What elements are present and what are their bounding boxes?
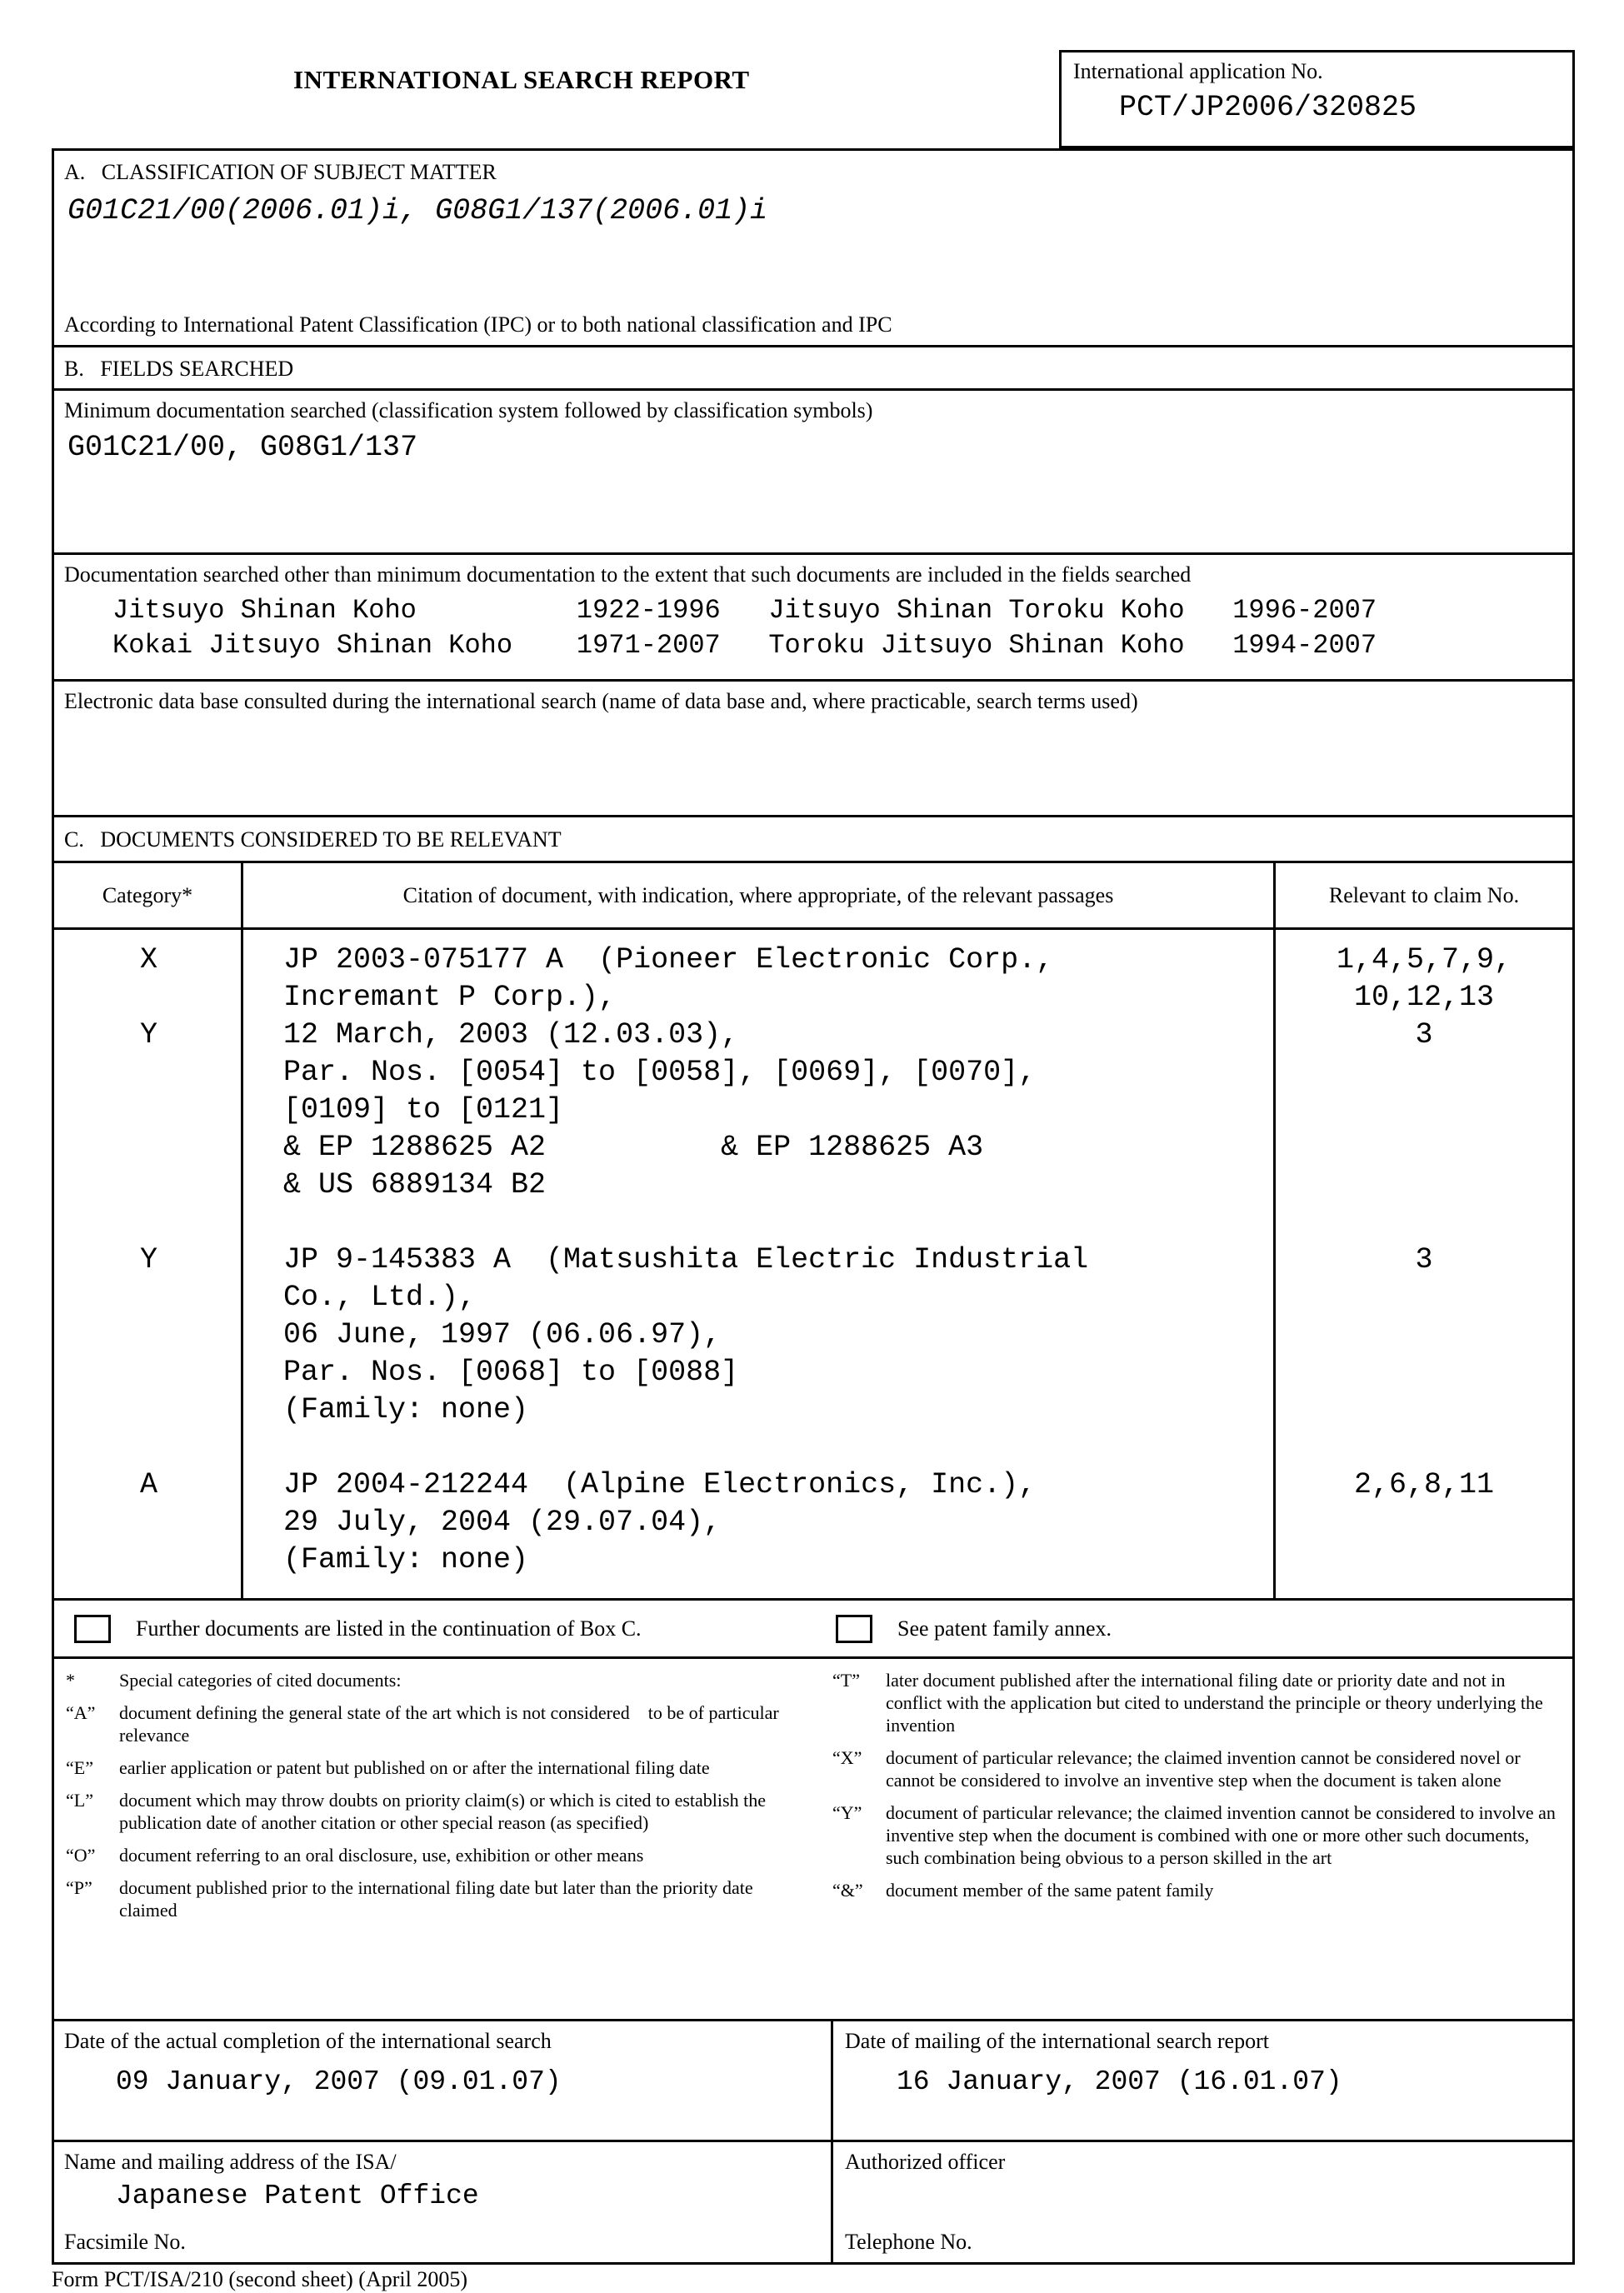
- minimum-documentation-label: Minimum documentation searched (classification system followed by classification symbols): [64, 398, 873, 422]
- section-a-classification: [54, 151, 1572, 345]
- list-item: [66, 1844, 796, 1866]
- table-row: [54, 942, 1572, 1204]
- further-documents-group: [74, 1601, 642, 1656]
- table-row: [54, 1466, 1572, 1579]
- legend-code: “&”: [832, 1880, 863, 1901]
- legend-code: “Y”: [832, 1802, 862, 1823]
- other-documentation-value: Jitsuyo Shinan Koho 1922-1996 Jitsuyo Shinan Toroku Koho 1996-2007 Kokai Jitsuyo Shinan Koho 1971-2007 Toroku Jitsuyo Shinan Koho 1994-2007: [112, 595, 1377, 661]
- document-2-relevant-claims: 3: [1415, 1243, 1433, 1276]
- document-1-citation: JP 2003-075177 A (Pioneer Electronic Corp., Incremant P Corp.), 12 March, 2003 (12.03.03), Par. Nos. [0054] to [0058], [0069], [0070], [0109] to [0121] & EP 1288625 A2 & EP 1288625 A3 & US 6889134 B2: [283, 943, 1054, 1201]
- classification-codes: G01C21/00(2006.01)i, G08G1/137(2006.01)i: [67, 194, 768, 227]
- legend-text: later document published after the international filing date or priority date and not in conflict with the application but cited to understand the principle or theory underlying the invention: [886, 1670, 1543, 1736]
- column-header-relevant: Relevant to claim No.: [1328, 882, 1520, 907]
- legend-text: document of particular relevance; the claimed invention cannot be considered novel or cannot be considered to involve an inventive step when the document is taken alone: [886, 1747, 1521, 1791]
- document-2-citation: JP 9-145383 A (Matsushita Electric Industrial Co., Ltd.), 06 June, 1997 (06.06.97), Par. Nos. [0068] to [0088] (Family: none): [283, 1243, 1089, 1426]
- list-item: [66, 1669, 796, 1691]
- list-item: [66, 1789, 796, 1834]
- category-column-divider: [241, 930, 243, 1598]
- document-3-relevant-claims: 2,6,8,11: [1353, 1468, 1495, 1501]
- isa-address-label: Name and mailing address of the ISA/: [64, 2150, 397, 2174]
- form-identifier: Form PCT/ISA/210 (second sheet) (April 2005): [52, 2267, 468, 2291]
- patent-family-annex-label: See patent family annex.: [897, 1616, 1112, 1641]
- legend-code: “O”: [66, 1845, 96, 1866]
- legend-text: document member of the same patent family: [886, 1880, 1214, 1901]
- authority-row: [54, 2140, 1572, 2262]
- mailing-date-value: 16 January, 2007 (16.01.07): [897, 2066, 1342, 2097]
- legend-code: “E”: [66, 1757, 93, 1778]
- completion-date-label: Date of the actual completion of the international search: [64, 2029, 552, 2053]
- list-item: [66, 1701, 796, 1746]
- legend-code: “A”: [66, 1702, 96, 1723]
- further-documents-label: Further documents are listed in the continuation of Box C.: [136, 1616, 642, 1641]
- column-header-citation: Citation of document, with indication, where appropriate, of the relevant passages: [243, 863, 1276, 927]
- further-documents-checkbox: [74, 1615, 111, 1643]
- relevant-column-divider: [1273, 930, 1276, 1598]
- legend-text: document of particular relevance; the claimed invention cannot be considered to involve an inventive step when the document is combined with one or more other such documents, such combination being obvious to a person skilled in the art: [886, 1802, 1556, 1868]
- other-documentation-label: Documentation searched other than minimum documentation to the extent that such documents are included in the fields searched: [64, 562, 1192, 587]
- list-item: [832, 1669, 1561, 1736]
- legend-text: document defining the general state of the art which is not considered to be of particular relevance: [119, 1702, 784, 1746]
- special-categories-legend: [54, 1656, 1572, 2019]
- list-item: [66, 1876, 796, 1921]
- legend-text: Special categories of cited documents:: [119, 1670, 402, 1691]
- list-item: [832, 1879, 1561, 1901]
- isa-address-cell: [54, 2142, 833, 2262]
- authorized-officer-label: Authorized officer: [845, 2150, 1006, 2174]
- electronic-database-row: [54, 679, 1572, 815]
- mailing-date-label: Date of mailing of the international search report: [845, 2029, 1269, 2053]
- patent-family-annex-group: [836, 1601, 1112, 1656]
- section-b-heading-row: [54, 345, 1572, 388]
- minimum-documentation-row: [54, 388, 1572, 552]
- list-item: [832, 1746, 1561, 1791]
- application-number-value: PCT/JP2006/320825: [1119, 91, 1417, 124]
- dates-row: [54, 2019, 1572, 2140]
- legend-code: *: [66, 1670, 75, 1691]
- list-item: [832, 1801, 1561, 1869]
- legend-text: document referring to an oral disclosure, use, exhibition or other means: [119, 1845, 644, 1866]
- ipc-note: According to International Patent Classification (IPC) or to both national classification and IPC: [64, 312, 892, 337]
- application-number-box: [1059, 50, 1575, 148]
- section-c-heading-row: [54, 815, 1572, 861]
- report-body: [52, 148, 1575, 2265]
- electronic-database-label: Electronic data base consulted during the international search (name of data base and, where practicable, search terms used): [64, 689, 1138, 713]
- legend-code: “T”: [832, 1670, 860, 1691]
- box-c-footer-row: [54, 1598, 1572, 1656]
- documents-table-header: [54, 861, 1572, 927]
- document-3-category: A: [139, 1468, 157, 1501]
- section-b-heading: B. FIELDS SEARCHED: [64, 357, 294, 381]
- section-a-heading: A. CLASSIFICATION OF SUBJECT MATTER: [64, 160, 497, 184]
- mailing-date-cell: [833, 2021, 1572, 2140]
- page-title: INTERNATIONAL SEARCH REPORT: [293, 65, 750, 94]
- facsimile-label: Facsimile No.: [64, 2230, 186, 2254]
- isa-name-value: Japanese Patent Office: [116, 2181, 479, 2211]
- other-documentation-row: [54, 552, 1572, 679]
- document-1-relevant-claims: 1,4,5,7,9, 10,12,13 3: [1336, 943, 1512, 1052]
- column-header-category: Category*: [54, 863, 243, 927]
- legend-left-column: [66, 1669, 832, 2012]
- legend-code: “X”: [832, 1747, 862, 1768]
- application-number-label: International application No.: [1073, 59, 1323, 83]
- legend-text: document published prior to the international filing date but later than the priority date claimed: [119, 1877, 753, 1921]
- documents-table-body: [54, 927, 1572, 1598]
- minimum-documentation-value: G01C21/00, G08G1/137: [67, 431, 418, 464]
- list-item: [66, 1756, 796, 1779]
- legend-text: earlier application or patent but published on or after the international filing date: [119, 1757, 710, 1778]
- document-2-category: Y: [139, 1243, 157, 1276]
- legend-code: “L”: [66, 1790, 93, 1811]
- legend-text: document which may throw doubts on priority claim(s) or which is cited to establish the publication date of another citation or other special reason (as specified): [119, 1790, 766, 1833]
- completion-date-cell: [54, 2021, 833, 2140]
- document-1-category: X Y: [139, 943, 157, 1052]
- document-3-citation: JP 2004-212244 (Alpine Electronics, Inc.), 29 July, 2004 (29.07.04), (Family: none): [283, 1468, 1037, 1576]
- telephone-label: Telephone No.: [845, 2230, 972, 2254]
- completion-date-value: 09 January, 2007 (09.01.07): [116, 2066, 562, 2097]
- section-c-heading: C. DOCUMENTS CONSIDERED TO BE RELEVANT: [64, 827, 562, 852]
- table-row: [54, 1241, 1572, 1429]
- legend-code: “P”: [66, 1877, 92, 1898]
- patent-family-annex-checkbox: [836, 1615, 872, 1643]
- legend-right-column: [832, 1669, 1561, 2012]
- authorized-officer-cell: [833, 2142, 1572, 2262]
